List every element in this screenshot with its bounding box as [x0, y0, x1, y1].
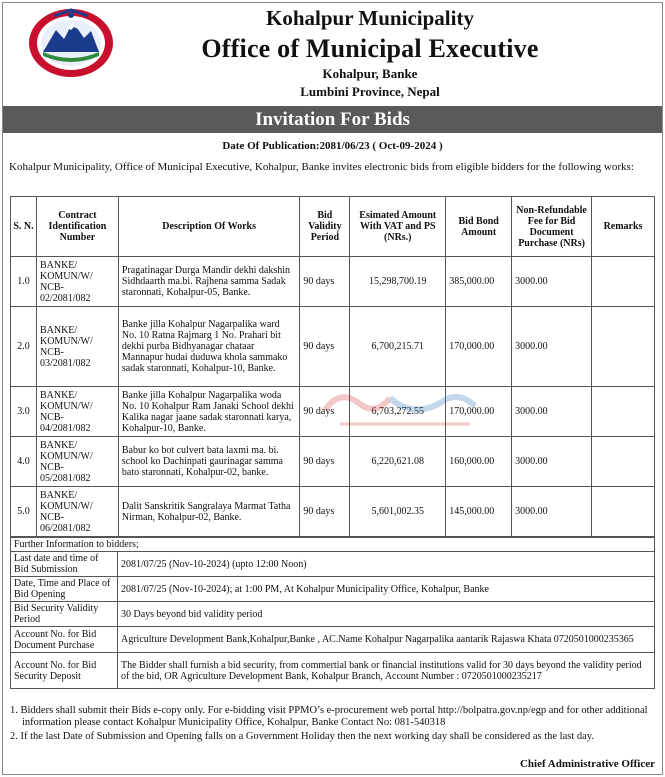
- row-bond: 145,000.00: [446, 487, 512, 537]
- row-validity: 90 days: [300, 487, 350, 537]
- row-bond: 170,000.00: [446, 387, 512, 437]
- row-description: Banke jilla Kohalpur Nagarpalika woda No. 10 Kohalpur Ram Janaki School dekhi Kalika nagar jaane sadak staronnati karya, Kohalpur-10, Banke.: [118, 387, 300, 437]
- table-row: [11, 487, 655, 537]
- row-validity: 90 days: [300, 387, 350, 437]
- table-row: [11, 257, 655, 307]
- info-label: Account No. for Bid Security Deposit: [11, 653, 118, 689]
- letterhead: [0, 0, 665, 105]
- info-value: 2081/07/25 (Nov-10-2024); at 1:00 PM, At Kohalpur Municipality Office, Kohalpur, Banke: [118, 577, 655, 602]
- col-header-validity: Bid Validity Period: [300, 197, 350, 257]
- info-row: [11, 577, 655, 602]
- table-row: [11, 307, 655, 387]
- row-bond: 170,000.00: [446, 307, 512, 387]
- row-remarks: [592, 487, 655, 537]
- row-validity: 90 days: [300, 437, 350, 487]
- info-value: 30 Days beyond bid validity period: [118, 602, 655, 627]
- row-fee: 3000.00: [512, 437, 592, 487]
- office-province: Lumbini Province, Nepal: [300, 84, 440, 99]
- office-name: Office of Municipal Executive: [201, 34, 539, 63]
- row-validity: 90 days: [300, 257, 350, 307]
- works-table: [10, 196, 655, 537]
- row-amount: 6,700,215.71: [350, 307, 446, 387]
- row-fee: 3000.00: [512, 487, 592, 537]
- note-item: 1. Bidders shall submit their Bids e-copy only. For e-bidding visit PPMO’s e-procurement web portal http://bolpatra.gov.np/egp and for other additional information please contact Kohalpur Municipality Office, Kohalpur, Banke Contact No: 081-540318: [10, 705, 648, 728]
- col-header-sn: S. N.: [11, 197, 37, 257]
- note-item: 2. If the last Date of Submission and Opening falls on a Government Holiday then the next working day shall be considered as the last day.: [10, 731, 594, 742]
- info-value: Agriculture Development Bank,Kohalpur,Banke , AC.Name Kohalpur Nagarpalika aantarik Rajaswa Khata 0720501000235365: [118, 627, 655, 653]
- row-description: Pragatinagar Durga Mandir dekhi dakshin Sidhdaarth ma.bi. Rajhena samma Sadak staronnati, Kohalpur-05, Banke.: [118, 257, 300, 307]
- row-description: Banke jilla Kohalpur Nagarpalika ward No. 10 Ratna Rajmarg 1 No. Prahari bit dekhi purba Bidhyanagar chataar Mannapur hudai duduwa khola sammako sadak staronnati, Kohalpur-10, Banke.: [118, 307, 300, 387]
- info-heading: Further Information to bidders;: [11, 538, 655, 552]
- info-label: Date, Time and Place of Bid Opening: [11, 577, 118, 602]
- row-amount: 6,220,621.08: [350, 437, 446, 487]
- info-row: [11, 602, 655, 627]
- row-contract-id: BANKE/ KOMUN/W/ NCB- 04/2081/082: [36, 387, 118, 437]
- row-sn: 1.0: [11, 257, 37, 307]
- info-label: Bid Security Validity Period: [11, 602, 118, 627]
- info-heading-row: [11, 538, 655, 552]
- row-remarks: [592, 307, 655, 387]
- row-fee: 3000.00: [512, 307, 592, 387]
- intro-paragraph: Kohalpur Municipality, Office of Municipal Executive, Kohalpur, Banke invites electronic bids from eligible bidders for the following works:: [9, 161, 634, 173]
- notes: [10, 705, 658, 745]
- col-header-description: Description Of Works: [118, 197, 300, 257]
- row-fee: 3000.00: [512, 257, 592, 307]
- row-contract-id: BANKE/ KOMUN/W/ NCB- 03/2081/082: [36, 307, 118, 387]
- row-contract-id: BANKE/ KOMUN/W/ NCB- 05/2081/082: [36, 437, 118, 487]
- col-header-fee: Non-Refundable Fee for Bid Document Purchase (NRs): [512, 197, 592, 257]
- row-bond: 385,000.00: [446, 257, 512, 307]
- works-table-header: [11, 197, 655, 257]
- row-remarks: [592, 257, 655, 307]
- info-row: [11, 552, 655, 577]
- row-amount: 5,601,002.35: [350, 487, 446, 537]
- table-row: [11, 437, 655, 487]
- info-label: Last date and time of Bid Submission: [11, 552, 118, 577]
- bidder-info-table: [10, 537, 655, 689]
- row-description: Babur ko bot culvert bata laxmi ma. bi. school ko Dachinpati gaurinagar samma bato staronnati, Kohalpur-02, banke.: [118, 437, 300, 487]
- row-sn: 5.0: [11, 487, 37, 537]
- info-value: 2081/07/25 (Nov-10-2024) (upto 12:00 Noon): [118, 552, 655, 577]
- office-location: Kohalpur, Banke: [322, 66, 418, 81]
- org-name: Kohalpur Municipality: [266, 6, 474, 30]
- row-sn: 4.0: [11, 437, 37, 487]
- info-value: The Bidder shall furnish a bid security, from commertial bank or financial institutions valid for 30 days beyond the validity period of the bid, OR Agriculture Development Bank, Kohalpur Branch, Account Number : 0720501000235217: [118, 653, 655, 689]
- col-header-contract-id: Contract Identification Number: [36, 197, 118, 257]
- row-bond: 160,000.00: [446, 437, 512, 487]
- row-remarks: [592, 437, 655, 487]
- row-contract-id: BANKE/ KOMUN/W/ NCB- 06/2081/082: [36, 487, 118, 537]
- row-amount: 15,298,700.19: [350, 257, 446, 307]
- row-remarks: [592, 387, 655, 437]
- notice-title: Invitation For Bids: [3, 106, 662, 133]
- row-description: Dalit Sanskritik Sangralaya Marmat Tatha Nirman, Kohalpur-02, Banke.: [118, 487, 300, 537]
- row-amount: 6,703,272.55: [350, 387, 446, 437]
- municipality-emblem-icon: [26, 6, 116, 80]
- row-validity: 90 days: [300, 307, 350, 387]
- col-header-remarks: Remarks: [592, 197, 655, 257]
- publication-date: Date Of Publication:2081/06/23 ( Oct-09-2024 ): [222, 140, 443, 152]
- row-contract-id: BANKE/ KOMUN/W/ NCB- 02/2081/082: [36, 257, 118, 307]
- row-sn: 3.0: [11, 387, 37, 437]
- col-header-estimated-amount: Esimated Amount With VAT and PS (NRs.): [350, 197, 446, 257]
- col-header-bid-bond: Bid Bond Amount: [446, 197, 512, 257]
- row-sn: 2.0: [11, 307, 37, 387]
- row-fee: 3000.00: [512, 387, 592, 437]
- table-row: [11, 387, 655, 437]
- info-label: Account No. for Bid Document Purchase: [11, 627, 118, 653]
- signatory: Chief Administrative Officer: [519, 758, 655, 770]
- info-row: [11, 627, 655, 653]
- info-row: [11, 653, 655, 689]
